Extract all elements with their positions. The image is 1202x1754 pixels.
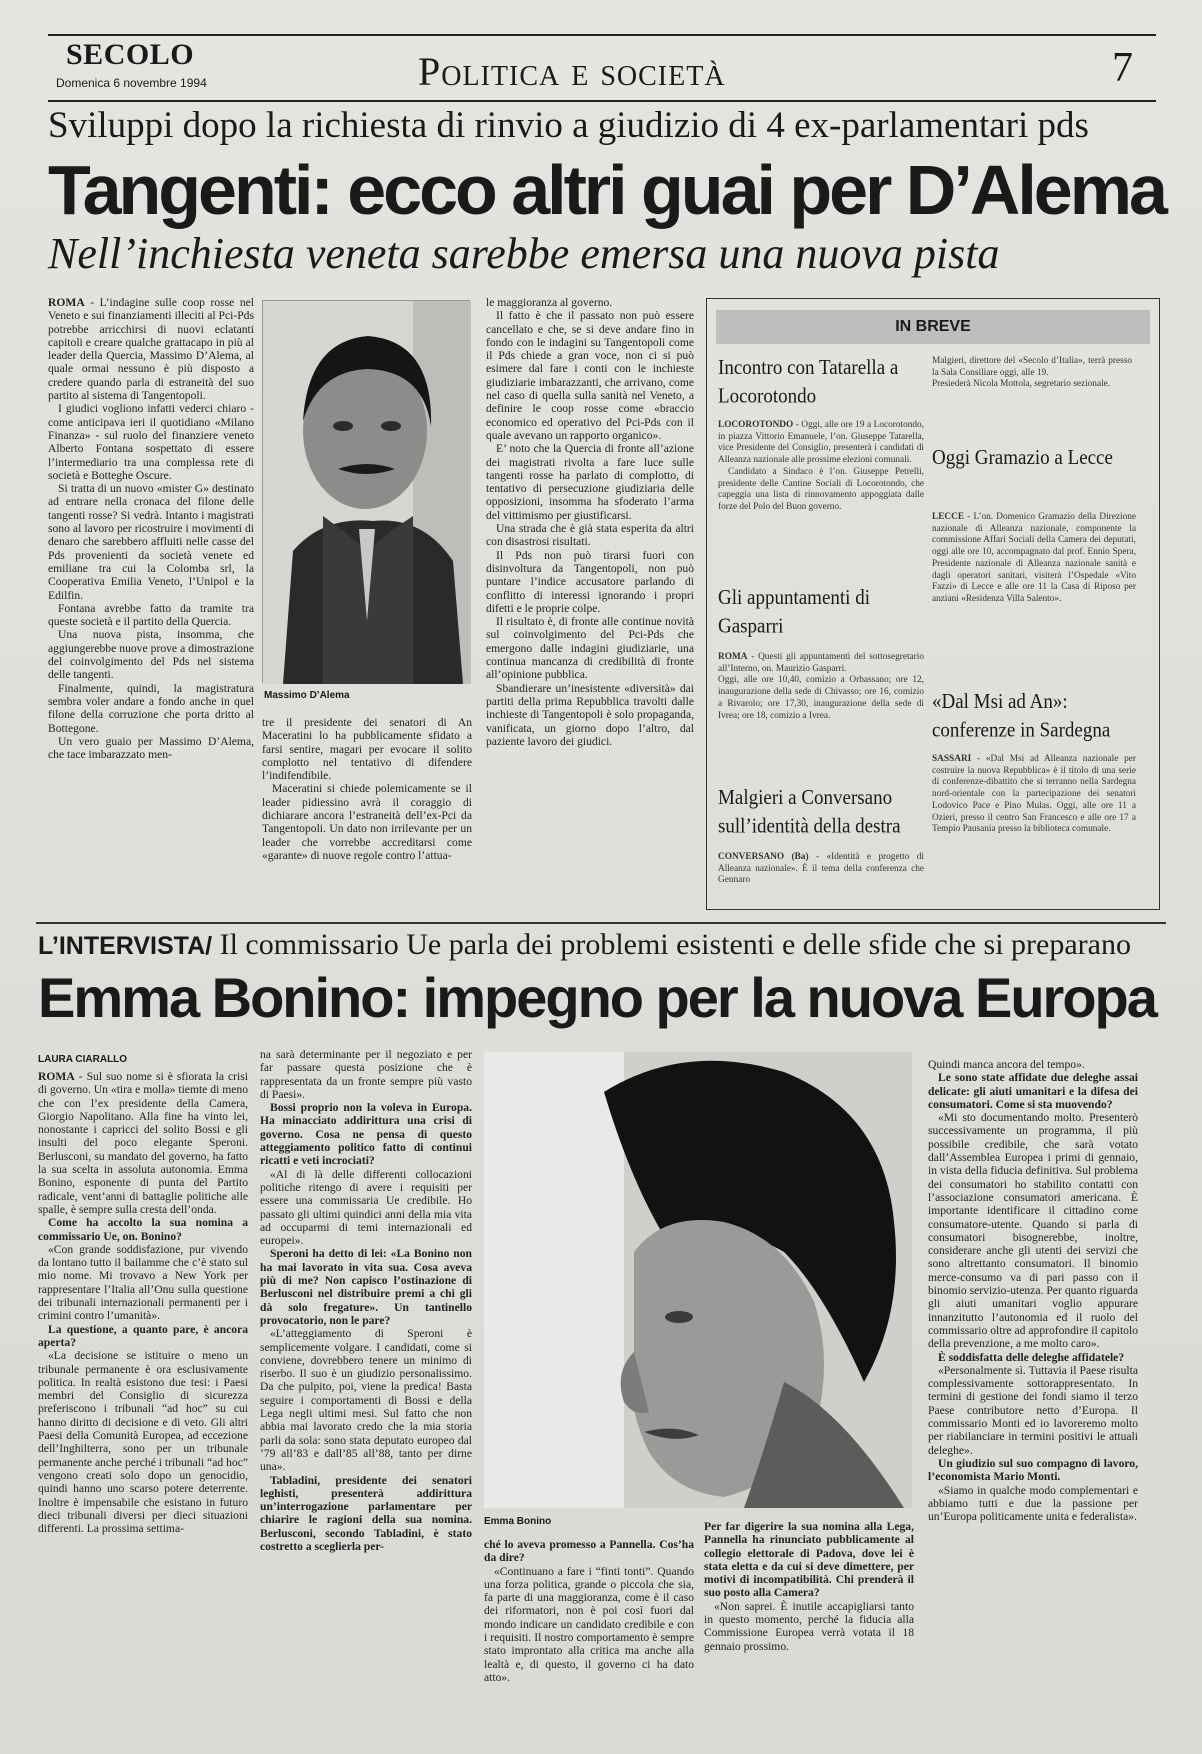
interview-kicker — [38, 928, 1131, 962]
article2-column-5 — [928, 1058, 1138, 1750]
bonino-photo-caption: Emma Bonino — [484, 1516, 552, 1527]
dalema-photo-caption: Massimo D’Alema — [264, 690, 350, 701]
article2-byline: LAURA CIARALLO — [38, 1054, 128, 1065]
paragraph: - L’indagine sulle coop rosse nel Veneto e sui finanziamenti illeciti al Pci-Pds potrebbe arricchirsi di nuovi eclatanti capitoli e creare qualche grattacapo in più al leader della Quercia, Massimo D’Alema, al quale ormai nessuno è più disposto a credere quando parla di estraneità del suo partito al sistema di Tangentopoli. — [48, 296, 254, 403]
paragraph: - Sul suo nome si è sfiorata la crisi di governo. Un «tira e molla» tiemte di meno che con l’ex presidente della Camera, Giorgio Napolitano. Alla fine ha vinto lei, nonostante i capricci del solito Bossi e gli insulti del poco elegante Speroni. Berlusconi, su mandato del governo, ha fatto la sua scelta in assoluta autonomia. Emma Bonino, esponente di punta del Partito radicale, vent’anni di battaglie politiche alle spalle, è sempre sulla cresta dell’onda. — [38, 1070, 248, 1216]
answer: «L’atteggiamento di Speroni è semplicemente volgare. I candidati, come si conviene, dovrebbero tenere un minimo di riserbo. Il suo è un giudizio personalissimo. Da che pulpito, poi, viene la predica! Basta seguire i comportamenti di Bossi e della Lega negli ultimi mesi. Sul fatto che non abbia mai lavorato credo che la mia storia parli da sola: sono stata deputato europeo dal ’79 all’83 e dall’85 all’88, tanto per dirne una». — [260, 1327, 472, 1474]
paragraph: Il risultato è, di fronte alle continue novità sul coinvolgimento del Pci-Pds che emergono dalle indagini giudiziarie, una continua mancanza di credibilità di fronte all’opinione pubblica. — [486, 615, 694, 682]
question: Un giudizio sul suo compagno di lavoro, l’economista Mario Monti. — [928, 1456, 1138, 1484]
article2-headline: Emma Bonino: impegno per la nuova Europa — [38, 966, 1156, 1029]
breve-place: CONVERSANO (Ba) — [718, 852, 809, 862]
breve-paragraph: - «Dal Msi ad Alleanza nazionale per costruire la nuova Repubblica» è il titolo di una serie di conferenze-dibattito che si terranno nella Sardegna nord-orientale con la partecipazione dei senatori Lodovico Pace e Pino Mulas. Oggi, alle ore 11 a Ozieri, presso il centro San Francesco e alle ore 17 a Tempio Pausania presso la biblioteca comunale. — [932, 754, 1136, 835]
paragraph: Il fatto è che il passato non può essere cancellato e che, se si deve andare fino in fondo con le indagini su Tangentopoli come il Pds chiede a gran voce, non ci si può esimere dal fare i conti con le inchieste giudiziarie imbarazzanti, che arrivano, come nel caso di quella sulla sanità nel Veneto, a definire le coop rosse come «braccio economico ed operativo del Pci-Pds con il quale avevano un rapporto organico». — [486, 309, 694, 442]
paragraph: le maggioranza al governo. — [486, 296, 613, 309]
breve-paragraph: - Questi gli appuntamenti del sottosegretario all’Interno, on. Maurizio Gasparri. — [718, 652, 924, 674]
in-breve-header: IN BREVE — [716, 310, 1150, 344]
interview-kicker-text: Il commissario Ue parla dei problemi esistenti e delle sfide che si preparano — [219, 928, 1131, 961]
breve-place: ROMA — [718, 652, 748, 662]
answer: «Non saprei. È inutile accapigliarsi tanto in questo momento, perché la fiducia alla Commissione Europea verrà votata il 18 gennaio prossimo. — [704, 1599, 914, 1653]
paragraph: Una strada che è già stata esperita da altri con disastrosi risultati. — [486, 522, 694, 549]
article2-column-1 — [38, 1070, 248, 1750]
question: Bossi proprio non la voleva in Europa. Ha minacciato addirittura una crisi di governo. Cosa ne pensa di questo atteggiamento politico fatto di continui ricatti e veti incrociati? — [260, 1101, 472, 1168]
article1-column-3 — [486, 296, 694, 842]
answer: «Personalmente sì. Tuttavia il Paese risulta complessivamente sottorappresentato. In termini di gestione dei fondi siamo il terzo Paese contributore netto d’Europa. Il commissario Monti ed io lavoreremo molto per riabilanciare in termini positivi le attuali deleghe». — [928, 1363, 1138, 1457]
breve-item2-text — [718, 652, 924, 772]
dalema-photo — [262, 300, 470, 683]
breve-paragraph: Candidato a Sindaco è l’on. Giuseppe Petrelli, presidente delle Cantine Sociali di Locorotondo, che capeggia una lista di rinnovamento appoggiata dalle forze del Polo del Buon governo. — [718, 466, 924, 512]
section-title-text: Politica e società — [418, 49, 726, 94]
question: La questione, a quanto pare, è ancora aperta? — [38, 1322, 248, 1349]
dateline: ROMA — [38, 1070, 75, 1083]
answer: Quindi manca ancora del tempo». — [928, 1058, 1085, 1071]
paragraph: Fontana avrebbe fatto da tramite tra queste società e il partito della Quercia. — [48, 601, 254, 629]
answer: «La decisione se istituire o meno un tribunale permanente è ora esclusivamente politica. In realtà esistono due tesi: i Paesi membri del Consiglio di sicurezza preferiscono i tribunali “ad hoc” su cui hanno diritto di decisione e di veto. Gli altri Paesi della Comunità Europea, ad eccezione dell’Inghilterra, sono per un tribunale permanente anche perché i tribunali “ad hoc” vengono creati solo dopo un genocidio, quindi hanno uno scarso potere deterrente. Inoltre è impensabile che esistano in futuro dieci tribunali diversi per dieci situazioni differenti. La prossima settima- — [38, 1349, 248, 1536]
section-title — [418, 48, 726, 95]
article2-column-4 — [704, 1520, 914, 1750]
question: Per far digerire la sua nomina alla Lega, Pannella ha rinunciato pubblicamente al collegio elettorale di Padova, dove lei è stata eletta e da cui si deve dimettere, per motivi di incompatibilità. Chi prenderà il suo posto alla Camera? — [704, 1520, 914, 1600]
breve-item3-continued — [932, 356, 1132, 426]
breve-paragraph: Oggi, alle ore 10,40, comizio a Orbassano; ore 12, inaugurazione della sede di Chivasso; ore 16, comizio a Rivarolo; ore 17,30, inaugurazione della sede di Ivrea; ore 18, comizio a Ivrea. — [718, 675, 924, 721]
paragraph: Un vero guaio per Massimo D’Alema, che tace imbarazzato men- — [48, 734, 254, 762]
breve-item1-title: Incontro con Tatarella a Locorotondo — [718, 356, 899, 408]
issue-date: Domenica 6 novembre 1994 — [56, 76, 207, 90]
article2-column-2 — [260, 1048, 472, 1750]
portrait-illustration — [484, 1052, 912, 1508]
question: ché lo aveva promesso a Pannella. Cos’ha da dire? — [484, 1538, 694, 1565]
newspaper-logo: SECOLO — [66, 38, 195, 71]
paragraph: Una nuova pista, insomma, che aggiungerebbe nuove prove a dimostrazione del coinvolgimento del Pds nel sistema delle tangenti. — [48, 628, 254, 682]
breve-paragraph: - Oggi, alle ore 19 a Locorotondo, in piazza Vittorio Emanuele, l’on. Giuseppe Tatarella, vice Presidente del Consiglio, presenterà i candidati di Alleanza nazionale alle prossime elezioni comunali. — [718, 420, 924, 466]
answer: na sarà determinante per il negoziato e per far passare questa posizione che è rappresentata da un fronte sempre più vasto di Paesi». — [260, 1048, 472, 1101]
answer: «Mi sto documentando molto. Presenterò successivamente un programma, il più possibile credibile, che sarà votato dall’Assemblea Europea i primi di gennaio, in vista della fiducia definitiva. Sul problema dei consumatori ho stabilito contatti con l’associazione consumatori americana. È importante identificare il cittadino come consumatore-utente. Quando si parla di consumatori bisognerebbe, inoltre, considerare anche gli utenti dei servizi che sono altrettanto consumatori. Il binomio merce-consumo va di pari passo con il binomio servizio-utenza. Per quanto riguarda gli aiuti umanitari voglio appurare innanzitutto l’autonomia ed il ruolo del commissario oltre ad approfondire il capitolo della prevenzione, a me molto caro». — [928, 1111, 1138, 1351]
dateline: ROMA — [48, 296, 85, 309]
paragraph: tre il presidente dei senatori di An Maceratini lo ha pubblicamente sfidato a farsi sentire, magari per evocare il solito complotto nel tentativo di difendere l’indifendibile. — [262, 716, 472, 783]
paragraph: Sbandierare un’inesistente «diversità» dai partiti della prima Repubblica travolti dalle inchieste di Tangentopoli è solo propaganda, vanificata, un giorno dopo l’altro, dal paziente lavoro dei giudici. — [486, 681, 694, 748]
page-number: 7 — [1112, 45, 1133, 91]
paragraph: I giudici vogliono infatti vederci chiaro - come anticipava ieri il quotidiano «Milano Finanza» - sul ruolo del finanziere veneto Alberto Fontana sospettato di essere l’intermediario tra una complessa rete di società e Botteghe Oscure. — [48, 402, 254, 482]
breve-item1-text — [718, 420, 924, 572]
paragraph: E’ noto che la Quercia di fronte all’azione dei magistrati rivolta a fare luce sulle tangenti rosse ha parlato di complotto, di tentativo di persecuzione giudiziaria delle opposizioni, insomma ha sfoderato l’arma del vittimismo per giustificarsi. — [486, 442, 694, 522]
paragraph: Maceratini si chiede polemicamente se il leader pidiessino avrà il coraggio di dichiarare ancora l’estraneità dell’ex-Pci da Tangentopoli. Un dato non irrilevante per un leader che vorrebbe accreditarsi come «garante» di nuove regole contro l’attua- — [262, 782, 472, 862]
portrait-illustration — [263, 301, 471, 684]
article2-column-3 — [484, 1538, 694, 1750]
question: Come ha accolto la sua nomina a commissario Ue, on. Bonino? — [38, 1216, 248, 1243]
breve-place: SASSARI — [932, 754, 972, 764]
paragraph: Il Pds non può tirarsi fuori con disinvoltura da Tangentopoli, non può puntare l’indice accusatore parlando di conflitto di interessi ignorando i propri difetti e le proprie colpe. — [486, 548, 694, 615]
breve-item4-title: Oggi Gramazio a Lecce — [932, 446, 1113, 470]
article1-column-1 — [48, 296, 254, 842]
breve-item3-text — [718, 852, 924, 902]
breve-item3-title: Malgieri a Conversano sull’identità della destra — [718, 786, 901, 838]
article1-kicker: Sviluppi dopo la richiesta di rinvio a giudizio di 4 ex-parlamentari pds — [48, 105, 1089, 146]
answer: «Con grande soddisfazione, pur vivendo da lontano tutto il bailamme che c’è stato sul mio nome. Mi trovavo a New York per rappresentare l’Italia all’Onu sulla questione dei tribunali internazionali permanenti per i crimini contro l’umanità». — [38, 1242, 248, 1323]
breve-item5-text — [932, 754, 1136, 904]
breve-item4-text — [932, 512, 1136, 672]
answer: «Siamo in qualche modo complementari e abbiamo tutti e due la passione per un’Europa politicamente unita e federalista». — [928, 1483, 1138, 1524]
interview-label: L’INTERVISTA/ — [38, 932, 213, 960]
masthead-rule-bottom — [48, 100, 1156, 102]
breve-paragraph: - L’on. Domenico Gramazio della Direzione nazionale di Alleanza nazionale, componente la commissione Affari Sociali della Camera dei deputati, oggi alle ore 10, accompagnato dal prof. Ennio Spera, Presidente nazionale di Alleanza nazionale sanità e dagli operatori sanitari, visiterà l’Ospedale «Vito Fazzi» di Lecce e alle ore 11 la Casa di Riposo per anziani «Residenza Villa Salento». — [932, 512, 1137, 604]
question: Le sono state affidate due deleghe assai delicate: gli aiuti umanitari e la difesa dei consumatori. Come si sta muovendo? — [928, 1071, 1138, 1111]
paragraph: Si tratta di un nuovo «mister G» destinato ad entrare nella cronaca del filone delle tangenti rosse? Si vedrà. Intanto i magistrati sono al lavoro per ricostruire i movimenti di denaro che sarebbero affluiti nelle casse del Pds provenienti da società venete ed emiliane tra cui la Colomba srl, la Cooperativa Emilia Veneto, l’Unipol e la Edilfin. — [48, 482, 254, 602]
breve-place: LECCE — [932, 512, 965, 522]
breve-item2-title: Gli appuntamenti di Gasparri — [718, 586, 870, 638]
breve-place: LOCOROTONDO — [718, 420, 794, 430]
breve-paragraph: - «Identità e progetto di Alleanza nazionale». È il tema della conferenza che Gennaro — [718, 852, 925, 886]
answer: «Continuano a fare i “finti tonti”. Quando una forza politica, grande o piccola che sia, fa parte di una maggioranza, come è il caso dei riformatori, non è poi così fuori dal mondo indicare un candidato credibile e con i requisiti. Il nostro comportamento è sempre stato improntato alla critica ma anche alla lealtà e, di questo, il governo ci ha dato atto». — [484, 1564, 694, 1684]
article1-subhead: Nell’inchiesta veneta sarebbe emersa una nuova pista — [48, 229, 1000, 278]
question: Speroni ha detto di lei: «La Bonino non ha mai lavorato in vita sua. Cosa aveva più di me? Non capisco l’ostinazione di Berlusconi nel distribuire premi a chi gli dà solo fregature». Un tantinello provocatorio, non le pare? — [260, 1247, 472, 1327]
breve-paragraph: Malgieri, direttore del «Secolo d’Italia», terrà presso la Sala Consiliare oggi, alle 19. — [932, 356, 1132, 378]
masthead-rule-top — [48, 34, 1156, 36]
breve-item5-title: «Dal Msi ad An»: conferenze in Sardegna — [932, 690, 1111, 742]
question: Tabladini, presidente dei senatori leghisti, presenterà addirittura un’interrogazione parlamentare per chiarire le ragioni della sua nomina. Berlusconi, secondo Tabladini, è stato costretto a sceglierla per- — [260, 1473, 472, 1553]
paragraph: Finalmente, quindi, la magistratura sembra voler andare a fondo anche in quel filone della corruzione che porta dritto al Bottegone. — [48, 681, 254, 735]
article1-column-2 — [262, 716, 472, 862]
question: È soddisfatta delle deleghe affidatele? — [938, 1350, 1125, 1364]
interview-section-rule — [36, 922, 1166, 924]
answer: «Al di là delle differenti collocazioni politiche ritengo di avere i requisiti per essere una commissaria Ue credibile. Ho passato gli ultimi quindici anni della mia vita ad occuparmi di temi internazionali ed europei». — [260, 1167, 472, 1248]
article1-headline: Tangenti: ecco altri guai per D’Alema — [48, 151, 1165, 229]
bonino-photo — [484, 1052, 912, 1508]
breve-paragraph: Presiederà Nicola Mottola, segretario sezionale. — [932, 379, 1111, 390]
